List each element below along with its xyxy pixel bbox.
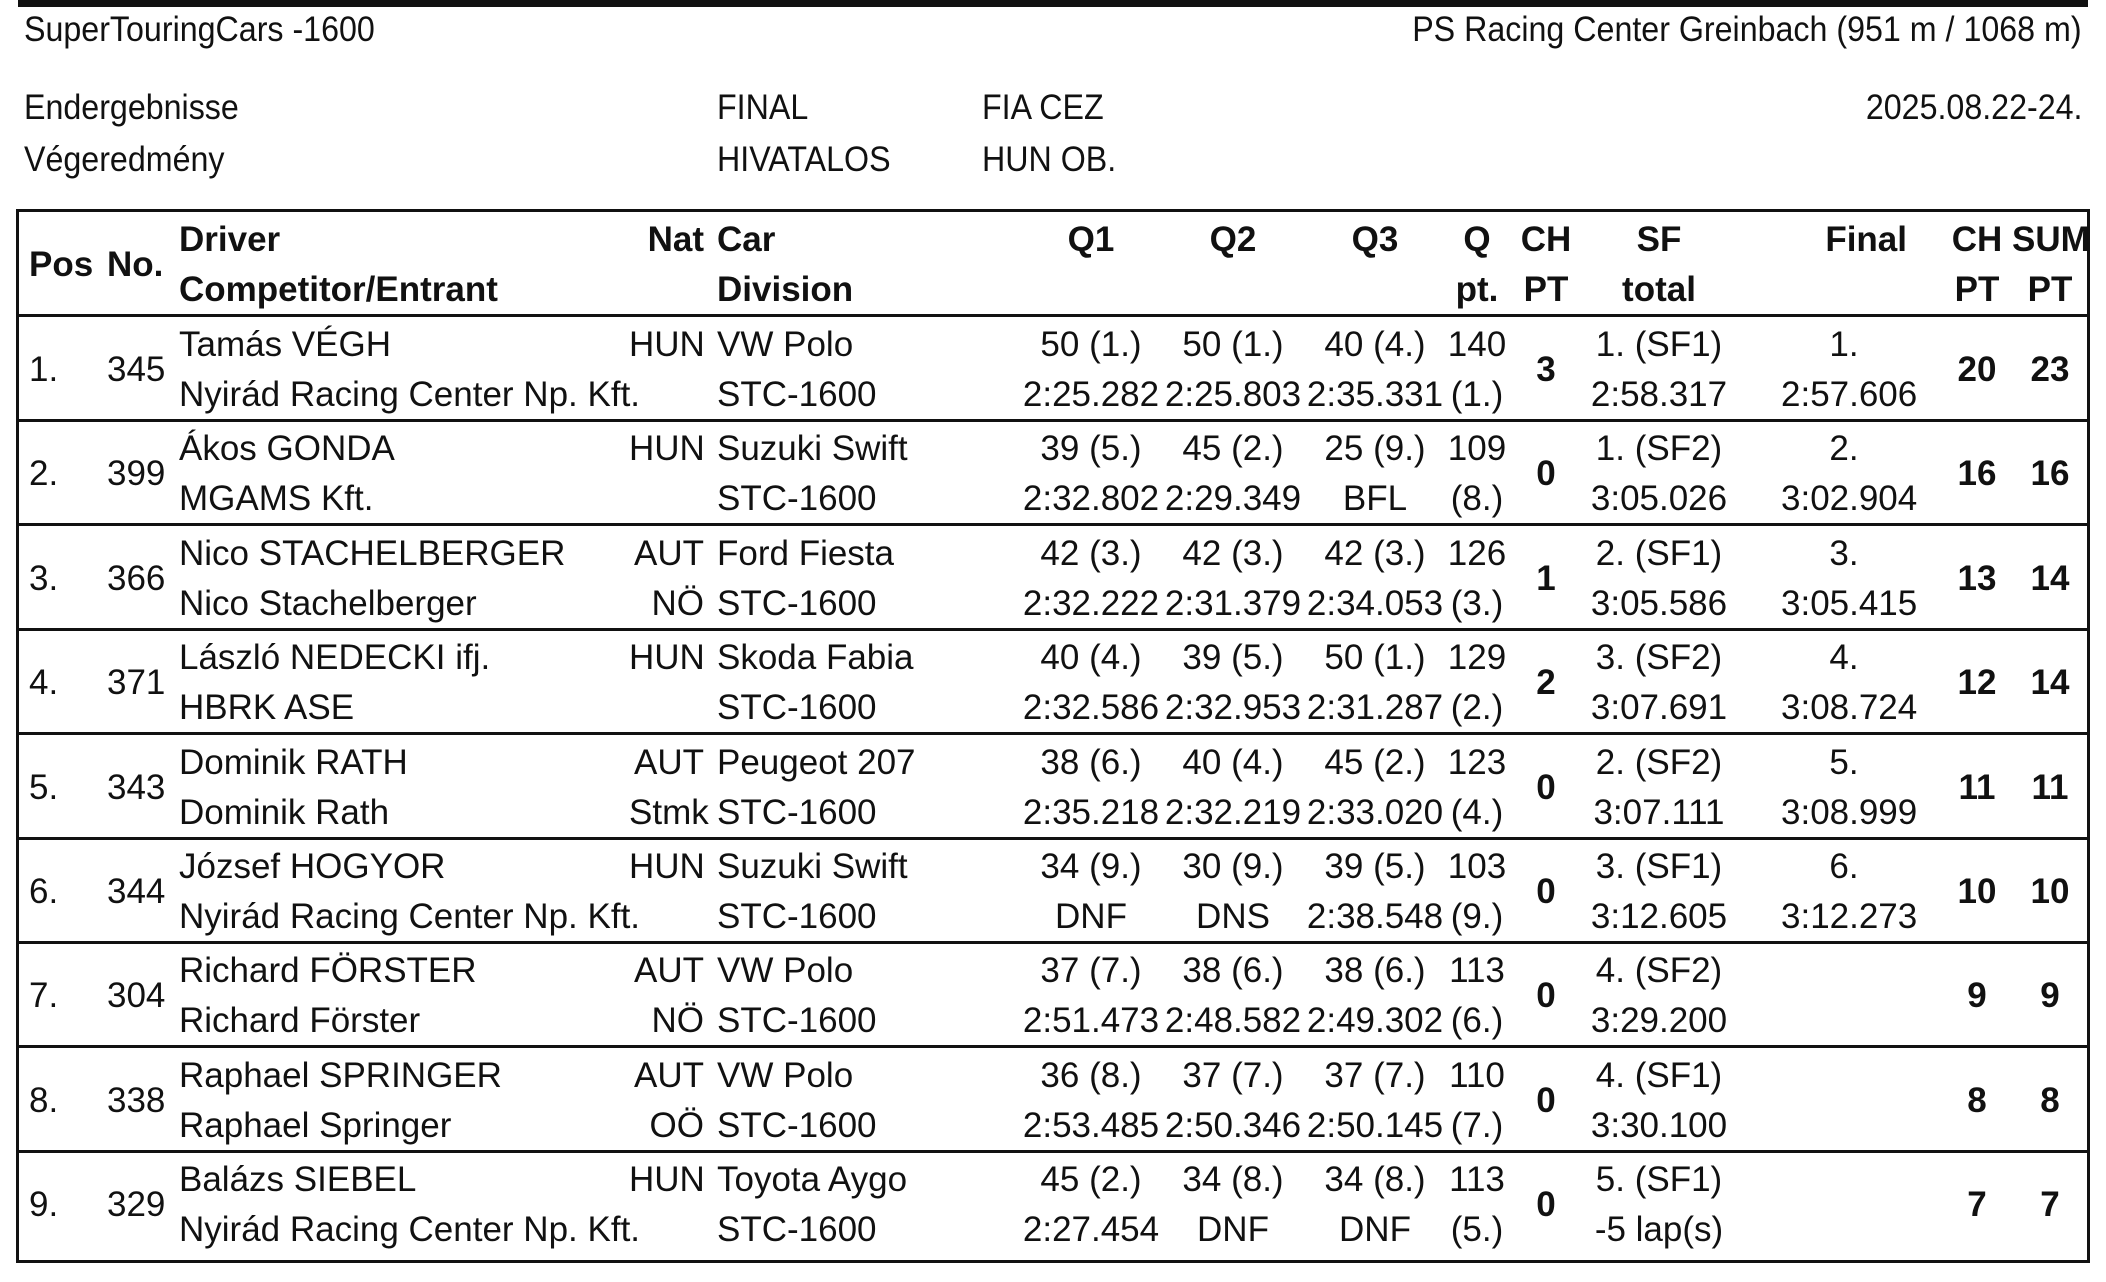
region-cell: NÖ [651,583,704,623]
table-row [19,839,2087,944]
q2-points: 37 (7.) [1182,1055,1284,1095]
col-ch2: CH [1951,220,2003,259]
q3-time: 2:34.053 [1306,583,1444,623]
col-ch2-pt: PT [1954,270,2000,309]
final-time: 3:12.273 [1781,897,1918,936]
col-car: Car [717,220,776,259]
ch-pt: 0 [1536,454,1556,494]
ch-total-pt: 11 [1958,767,1996,807]
q3-points: 42 (3.) [1324,533,1426,573]
q3-time: BFL [1342,479,1408,519]
table-row [19,317,2087,422]
col-q: Q [1463,220,1491,259]
q2-points: 38 (6.) [1182,951,1284,991]
q3-points: 25 (9.) [1324,429,1426,469]
q-points: 140 [1447,325,1507,364]
competitor-name: MGAMS Kft. [179,479,374,519]
sum-pt: 14 [2030,558,2070,598]
region-cell: NÖ [651,1001,704,1041]
q2-points: 42 (3.) [1182,533,1284,573]
nat-cell: HUN [629,429,705,469]
nat-cell: HUN [629,847,705,886]
driver-name: Raphael SPRINGER [179,1055,502,1095]
q2-time: 2:32.953 [1164,688,1302,728]
col-sf: SF [1636,220,1682,259]
q1-time: 2:51.473 [1022,1001,1160,1041]
ch-total-pt: 12 [1957,663,1997,703]
status-english: FINAL [717,88,809,127]
competitor-name: Nyirád Racing Center Np. Kft. [179,1210,641,1250]
ch-pt: 2 [1536,663,1556,703]
nat-cell: AUT [634,1055,704,1095]
q-points: 109 [1447,429,1507,469]
competitor-name: Nyirád Racing Center Np. Kft. [179,375,641,414]
q-rank: (1.) [1450,375,1504,414]
sum-pt: 8 [2040,1080,2060,1120]
ch-total-pt: 8 [1967,1080,1987,1120]
q3-points: 50 (1.) [1324,638,1426,678]
driver-name: Nico STACHELBERGER [179,533,566,573]
q1-time: 2:27.454 [1022,1210,1160,1250]
sum-pt: 10 [2030,872,2070,911]
q-points: 103 [1447,847,1507,886]
sum-pt: 11 [2031,767,2069,807]
q2-points: 50 (1.) [1182,325,1284,364]
q-points: 113 [1449,951,1505,991]
q2-points: 30 (9.) [1182,847,1284,886]
sf-total: 3:05.026 [1590,479,1728,519]
ch-total-pt: 7 [1967,1185,1987,1225]
q1-points: 42 (3.) [1040,533,1142,573]
pos-cell: 6. [29,872,59,911]
q1-time: 2:25.282 [1022,375,1160,414]
q3-time: 2:33.020 [1306,792,1444,832]
sum-pt: 14 [2030,663,2070,703]
sf-total: 3:07.111 [1593,792,1725,832]
pos-cell: 8. [29,1080,59,1120]
number-cell: 371 [107,663,166,703]
region-cell: Stmk [629,792,709,832]
pos-cell: 9. [29,1185,59,1225]
title-hungarian: Végeredmény [24,140,225,179]
division-cell: STC-1600 [717,792,877,832]
driver-name: Balázs SIEBEL [179,1160,417,1200]
q3-points: 45 (2.) [1324,742,1426,782]
competitor-name: Nyirád Racing Center Np. Kft. [179,897,641,936]
q3-points: 39 (5.) [1324,847,1426,886]
col-division: Division [717,270,854,309]
number-cell: 345 [107,350,166,389]
q2-time: 2:32.219 [1164,792,1302,832]
sf-result: 1. (SF2) [1595,429,1723,469]
final-time: 3:02.904 [1781,479,1918,519]
q2-time: 2:29.349 [1164,479,1302,519]
car-cell: Toyota Aygo [717,1160,908,1200]
ch-pt: 1 [1536,558,1556,598]
ch-total-pt: 10 [1957,872,1997,911]
pos-cell: 1. [29,350,59,389]
table-row [19,943,2087,1048]
q3-time: 2:35.331 [1306,375,1444,414]
q1-time: 2:32.802 [1022,479,1160,519]
ch-total-pt: 16 [1957,454,1997,494]
q-points: 110 [1449,1055,1505,1095]
q1-points: 39 (5.) [1040,429,1142,469]
col-driver: Driver [179,220,281,259]
sum-pt: 16 [2030,454,2070,494]
sf-total: 2:58.317 [1590,375,1728,414]
pos-cell: 7. [29,976,59,1016]
division-cell: STC-1600 [717,1210,877,1250]
q1-points: 45 (2.) [1040,1160,1142,1200]
sf-total: 3:12.605 [1590,897,1728,936]
final-pos: 5. [1829,742,1859,782]
division-cell: STC-1600 [717,1105,877,1145]
q1-points: 38 (6.) [1040,742,1142,782]
q-rank: (9.) [1450,897,1504,936]
competitor-name: Dominik Rath [179,792,390,832]
q-points: 126 [1447,533,1507,573]
col-sum-pt: PT [2027,270,2073,309]
sf-total: -5 lap(s) [1594,1210,1724,1250]
number-cell: 329 [107,1185,166,1225]
sf-result: 2. (SF2) [1595,742,1723,782]
col-sf-total: total [1622,270,1696,309]
q-rank: (7.) [1450,1105,1504,1145]
col-ch-pt: PT [1523,270,1569,309]
ch-pt: 0 [1536,976,1556,1016]
final-time: 3:05.415 [1781,583,1918,623]
col-q-pt: pt. [1455,270,1499,309]
ch-pt: 0 [1536,872,1556,911]
division-cell: STC-1600 [717,375,877,414]
q2-time: DNF [1197,1210,1269,1250]
division-cell: STC-1600 [717,479,877,519]
q3-time: 2:31.287 [1306,688,1444,728]
sf-result: 3. (SF1) [1595,847,1723,886]
q3-points: 37 (7.) [1324,1055,1426,1095]
q3-time: 2:49.302 [1306,1001,1444,1041]
q3-points: 34 (8.) [1324,1160,1426,1200]
q3-time: DNF [1339,1210,1411,1250]
nat-cell: HUN [629,638,705,678]
sf-result: 4. (SF2) [1595,951,1723,991]
car-cell: VW Polo [717,951,854,991]
division-cell: STC-1600 [717,583,877,623]
final-pos: 1. [1829,325,1859,364]
final-time: 3:08.999 [1781,792,1918,832]
q3-time: 2:50.145 [1306,1105,1444,1145]
pos-cell: 2. [29,454,59,494]
sf-total: 3:07.691 [1590,688,1728,728]
car-cell: Ford Fiesta [717,533,894,573]
sum-pt: 23 [2030,350,2070,389]
q3-points: 40 (4.) [1324,325,1426,364]
pos-cell: 5. [29,767,59,807]
results-table [16,209,2090,1263]
nat-cell: AUT [634,951,704,991]
competitor-name: Nico Stachelberger [179,583,477,623]
driver-name: Tamás VÉGH [179,325,391,364]
q1-time: DNF [1055,897,1127,936]
table-row [19,630,2087,735]
sf-total: 3:30.100 [1590,1105,1728,1145]
nat-cell: AUT [634,742,704,782]
sf-total: 3:29.200 [1590,1001,1728,1041]
final-pos: 4. [1829,638,1859,678]
sum-pt: 9 [2040,976,2060,1016]
q-rank: (4.) [1450,792,1504,832]
q2-points: 39 (5.) [1182,638,1284,678]
series-name: SuperTouringCars -1600 [24,10,375,49]
event-date: 2025.08.22-24. [1865,88,2082,127]
competitor-name: Raphael Springer [179,1105,452,1145]
title-german: Endergebnisse [24,88,239,127]
q-rank: (2.) [1450,688,1504,728]
q2-time: 2:31.379 [1164,583,1302,623]
q1-time: 2:53.485 [1022,1105,1160,1145]
q2-time: 2:50.346 [1164,1105,1302,1145]
division-cell: STC-1600 [717,897,877,936]
status-hungarian: HIVATALOS [717,140,891,179]
competitor-name: HBRK ASE [179,688,355,728]
q-points: 123 [1447,742,1507,782]
q1-points: 36 (8.) [1040,1055,1142,1095]
sf-result: 5. (SF1) [1595,1160,1723,1200]
col-nat: Nat [647,220,704,259]
q-points: 113 [1449,1160,1505,1200]
championship-hun: HUN OB. [982,140,1117,179]
nat-cell: HUN [629,1160,705,1200]
q2-time: 2:25.803 [1164,375,1302,414]
q-rank: (8.) [1450,479,1504,519]
col-no: No. [107,245,164,284]
final-time: 2:57.606 [1781,375,1918,414]
driver-name: Richard FÖRSTER [179,951,477,991]
pos-cell: 4. [29,663,59,703]
number-cell: 343 [107,767,166,807]
col-final: Final [1825,220,1907,259]
car-cell: Suzuki Swift [717,847,908,886]
division-cell: STC-1600 [717,1001,877,1041]
table-header [19,212,2090,317]
col-sum: SUM [2012,220,2090,259]
driver-name: József HOGYOR [179,847,446,886]
sum-pt: 7 [2040,1185,2060,1225]
car-cell: Suzuki Swift [717,429,908,469]
driver-name: Ákos GONDA [179,429,395,469]
pos-cell: 3. [29,558,59,598]
q1-points: 40 (4.) [1040,638,1142,678]
table-row [19,735,2087,840]
col-q1: Q1 [1067,220,1115,259]
car-cell: Peugeot 207 [717,742,916,782]
number-cell: 344 [107,872,166,911]
q2-time: DNS [1196,897,1270,936]
sf-result: 4. (SF1) [1595,1055,1723,1095]
q1-points: 50 (1.) [1040,325,1142,364]
col-ch: CH [1520,220,1572,259]
q1-points: 37 (7.) [1040,951,1142,991]
table-row [19,421,2087,526]
ch-pt: 0 [1536,1080,1556,1120]
number-cell: 338 [107,1080,166,1120]
championship-fia: FIA CEZ [982,88,1104,127]
competitor-name: Richard Förster [179,1001,421,1041]
car-cell: VW Polo [717,325,854,364]
col-q2: Q2 [1209,220,1257,259]
region-cell: OÖ [649,1105,704,1145]
final-time: 3:08.724 [1781,688,1918,728]
table-row [19,1048,2087,1153]
q1-time: 2:32.586 [1022,688,1160,728]
number-cell: 304 [107,976,166,1016]
number-cell: 399 [107,454,166,494]
q2-points: 40 (4.) [1182,742,1284,782]
ch-total-pt: 9 [1967,976,1987,1016]
q1-time: 2:35.218 [1022,792,1160,832]
ch-pt: 0 [1536,767,1556,807]
col-q3: Q3 [1351,220,1399,259]
ch-total-pt: 13 [1957,558,1997,598]
q2-time: 2:48.582 [1164,1001,1302,1041]
q2-points: 34 (8.) [1182,1160,1284,1200]
final-pos: 3. [1829,533,1859,573]
sf-result: 2. (SF1) [1595,533,1723,573]
q-points: 129 [1447,638,1507,678]
q2-points: 45 (2.) [1182,429,1284,469]
ch-total-pt: 20 [1957,350,1997,389]
q-rank: (3.) [1450,583,1504,623]
q-rank: (5.) [1450,1210,1504,1250]
ch-pt: 3 [1536,350,1556,389]
col-competitor: Competitor/Entrant [179,270,498,309]
q1-time: 2:32.222 [1022,583,1160,623]
top-rule [18,0,2088,7]
q1-points: 34 (9.) [1040,847,1142,886]
sf-total: 3:05.586 [1590,583,1728,623]
q3-points: 38 (6.) [1324,951,1426,991]
table-row [19,526,2087,631]
car-cell: VW Polo [717,1055,854,1095]
final-pos: 6. [1829,847,1859,886]
venue-name: PS Racing Center Greinbach (951 m / 1068 m) [1412,10,2082,49]
nat-cell: HUN [629,325,705,364]
driver-name: Dominik RATH [179,742,408,782]
final-pos: 2. [1829,429,1859,469]
sf-result: 1. (SF1) [1595,325,1723,364]
sf-result: 3. (SF2) [1595,638,1723,678]
driver-name: László NEDECKI ifj. [179,638,491,678]
ch-pt: 0 [1536,1185,1556,1225]
number-cell: 366 [107,558,166,598]
car-cell: Skoda Fabia [717,638,914,678]
q3-time: 2:38.548 [1306,897,1444,936]
division-cell: STC-1600 [717,688,877,728]
col-pos: Pos [29,245,94,284]
nat-cell: AUT [634,533,704,573]
table-row [19,1152,2087,1257]
q-rank: (6.) [1450,1001,1504,1041]
